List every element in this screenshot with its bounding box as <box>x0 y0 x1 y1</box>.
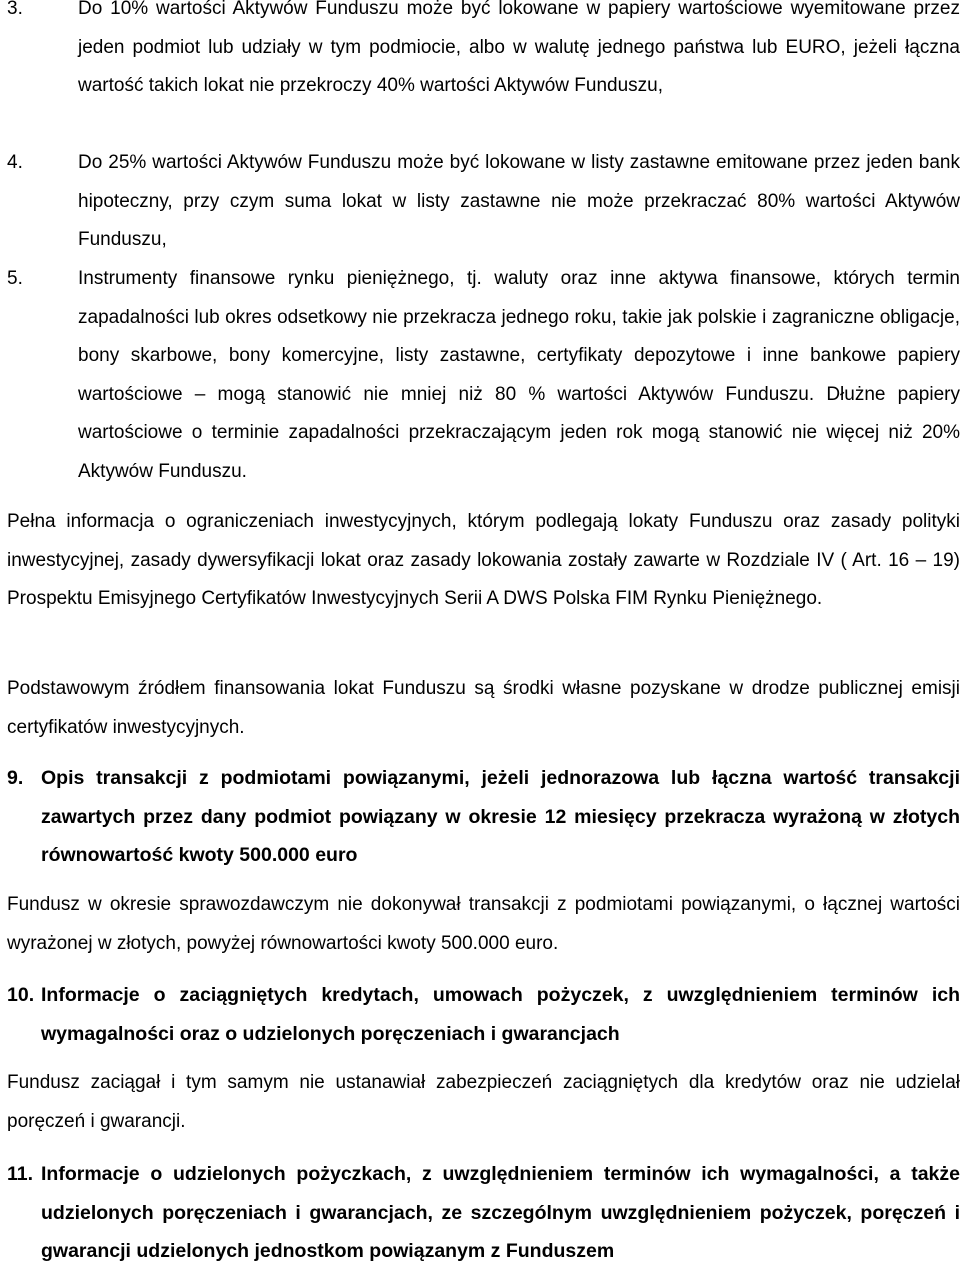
list-item-number: 4. <box>7 152 23 173</box>
list-item-number: 3. <box>7 0 23 19</box>
list-item-text: Do 10% wartości Aktywów Funduszu może być lokowane w papiery wartościowe wyemitowane przez jeden podmiot lub udziały w tym podmiocie, albo w walutę jednego państwa lub EURO, jeżeli łączna wartość takich lokat nie przekroczy 40% wartości Aktywów Funduszu, <box>78 0 960 96</box>
list-item-3 <box>7 0 960 106</box>
section-number: 9. <box>7 767 24 789</box>
paragraph-section-9: Fundusz w okresie sprawozdawczym nie dokonywał transakcji z podmiotami powiązanymi, o łącznej wartości wyrażonej w złotych, powyżej równowartości kwoty 500.000 euro. <box>7 894 960 954</box>
paragraph-full-info: Pełna informacja o ograniczeniach inwestycyjnych, którym podlegają lokaty Funduszu oraz zasady polityki inwestycyjnej, zasady dywersyfikacji lokat oraz zasady lokowania zostały zawarte w Rozdziale IV ( Art. 16 – 19) Prospektu Emisyjnego Certyfikatów Inwestycyjnych Serii A DWS Polska FIM Rynku Pieniężnego. <box>7 511 960 609</box>
section-number: 10. <box>7 984 35 1006</box>
section-9-heading <box>7 759 960 875</box>
section-number: 11. <box>7 1163 34 1185</box>
list-item-text: Do 25% wartości Aktywów Funduszu może być lokowane w listy zastawne emitowane przez jeden bank hipoteczny, przy czym suma lokat w listy zastawne nie może przekraczać 80% wartości Aktywów Funduszu, <box>78 152 960 250</box>
list-item-number: 5. <box>7 268 23 289</box>
section-11-heading <box>7 1155 960 1271</box>
section-10-heading <box>7 976 960 1053</box>
paragraph-funding-source: Podstawowym źródłem finansowania lokat Funduszu są środki własne pozyskane w drodze publicznej emisji certyfikatów inwestycyjnych. <box>7 678 960 738</box>
section-title: Opis transakcji z podmiotami powiązanymi, jeżeli jednorazowa lub łączna wartość transakcji zawartych przez dany podmiot powiązany w okresie 12 miesięcy przekracza wyrażoną w złotych równowartość kwoty 500.000 euro <box>41 767 960 866</box>
section-title: Informacje o zaciągniętych kredytach, umowach pożyczek, z uwzględnieniem terminów ich wymagalności oraz o udzielonych poręczeniach i gwarancjach <box>41 984 960 1045</box>
list-item-5 <box>7 260 960 491</box>
list-item-4 <box>7 144 960 260</box>
list-item-text: Instrumenty finansowe rynku pieniężnego, tj. waluty oraz inne aktywa finansowe, których termin zapadalności lub okres odsetkowy nie przekracza jednego roku, takie jak polskie i zagraniczne obligacje, bony skarbowe, bony komercyjne, listy zastawne, certyfikaty depozytowe i inne bankowe papiery wartościowe – mogą stanowić nie mniej niż 80 % wartości Aktywów Funduszu. Dłużne papiery wartościowe o terminie zapadalności przekraczającym jeden rok mogą stanowić nie więcej niż 20% Aktywów Funduszu. <box>78 268 960 482</box>
section-title: Informacje o udzielonych pożyczkach, z uwzględnieniem terminów ich wymagalności, a także udzielonych poręczeniach i gwarancjach, ze szczególnym uwzględnieniem pożyczek, poręczeń i gwarancji udzielonych jednostkom powiązanym z Funduszem <box>41 1163 960 1262</box>
paragraph-section-10: Fundusz zaciągał i tym samym nie ustanawiał zabezpieczeń zaciągniętych dla kredytów oraz nie udzielał poręczeń i gwarancji. <box>7 1072 960 1132</box>
